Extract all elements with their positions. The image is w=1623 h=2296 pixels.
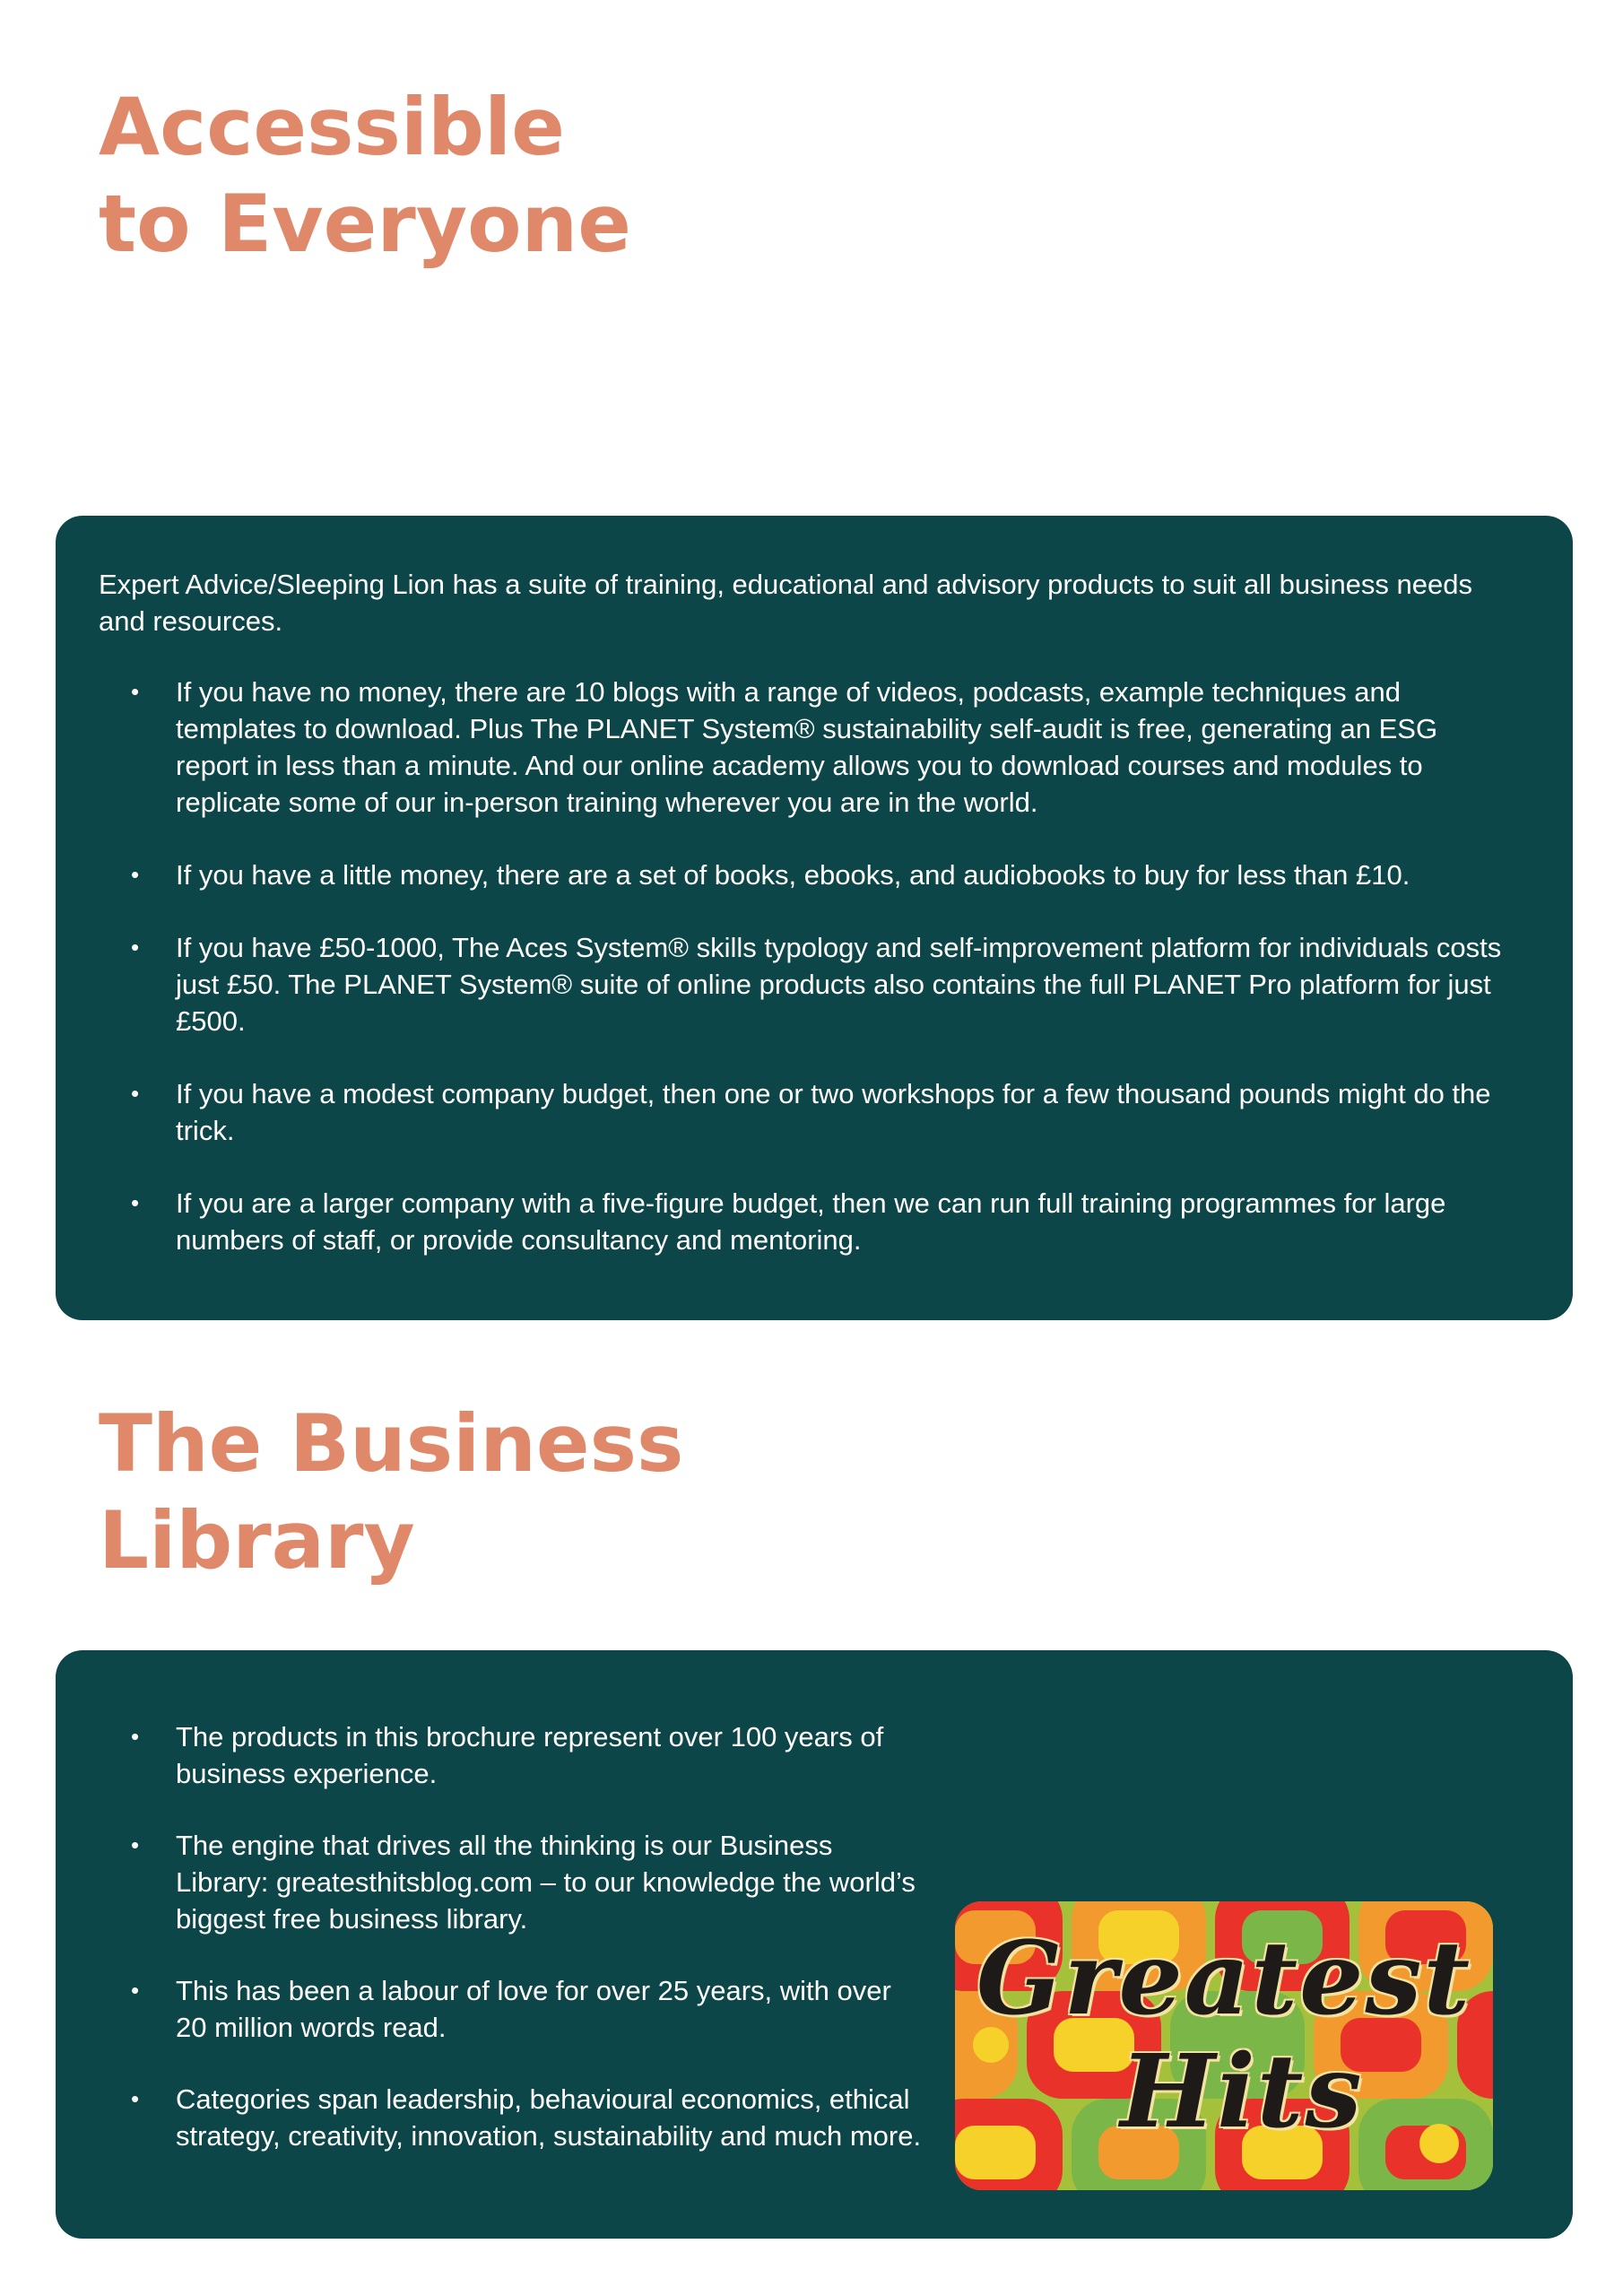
heading-line: to Everyone — [99, 178, 631, 270]
heading-line: Library — [99, 1494, 415, 1587]
bullet-icon: • — [131, 1831, 140, 1858]
list-item-text: The engine that drives all the thinking is our Business Library: greatesthitsblog.com – to our knowledge the world’s biggest free business library. — [176, 1830, 916, 1935]
heading-line: The Business — [99, 1397, 684, 1490]
list-item — [99, 1972, 924, 2046]
list-item-text: This has been a labour of love for over 25 years, with over 20 million words read. — [176, 1975, 891, 2043]
greatest-hits-logo — [955, 1901, 1493, 2190]
bullet-icon: • — [131, 861, 140, 888]
offer-list — [99, 674, 1510, 1258]
list-item-text: Categories span leadership, behavioural economics, ethical strategy, creativity, innovation, sustainability and much more. — [176, 2083, 922, 2152]
logo-word-hits: Hits — [1120, 2033, 1364, 2151]
bullet-icon: • — [131, 934, 140, 961]
list-item — [99, 1718, 924, 1792]
heading-line: Accessible — [99, 81, 565, 173]
bullet-icon: • — [131, 1977, 140, 2004]
list-item-text: If you have a little money, there are a set of books, ebooks, and audiobooks to buy for less than £10. — [176, 859, 1410, 891]
list-item — [99, 674, 1510, 821]
heading-business-library — [99, 1396, 683, 1589]
list-item-text: The products in this brochure represent over 100 years of business experience. — [176, 1721, 884, 1789]
list-item-text: If you have no money, there are 10 blogs with a range of videos, podcasts, example techniques and templates to download. Plus The PLANET System® sustainability self-audit is free, generating an ESG report in less than a minute. And our online academy allows you to download courses and modules to replicate some of our in-person training wherever you are in the world. — [176, 676, 1438, 818]
heading-accessible-to-everyone — [99, 79, 631, 273]
library-list — [99, 1718, 924, 2154]
bullet-icon: • — [131, 678, 140, 705]
list-item — [99, 857, 1510, 893]
bullet-icon: • — [131, 1080, 140, 1107]
list-item — [99, 1827, 924, 1937]
logo-word-greatest: Greatest — [976, 1920, 1472, 2038]
accessibility-panel — [56, 516, 1573, 1320]
bullet-icon: • — [131, 2085, 140, 2112]
list-item — [99, 929, 1510, 1039]
list-item — [99, 1075, 1510, 1149]
list-item — [99, 1185, 1510, 1258]
list-item-text: If you have a modest company budget, then one or two workshops for a few thousand pounds might do the trick. — [176, 1078, 1491, 1146]
list-item-text: If you have £50-1000, The Aces System® skills typology and self-improvement platform for individuals costs just £50. The PLANET System® suite of online products also contains the full PLANET Pro platform for just £500. — [176, 932, 1502, 1037]
list-item-text: If you are a larger company with a five-figure budget, then we can run full training programmes for large numbers of staff, or provide consultancy and mentoring. — [176, 1187, 1446, 1256]
intro-paragraph: Expert Advice/Sleeping Lion has a suite of training, educational and advisory products to suit all business needs and resources. — [99, 569, 1473, 637]
list-item — [99, 2081, 924, 2154]
bullet-icon: • — [131, 1189, 140, 1216]
bullet-icon: • — [131, 1723, 140, 1750]
